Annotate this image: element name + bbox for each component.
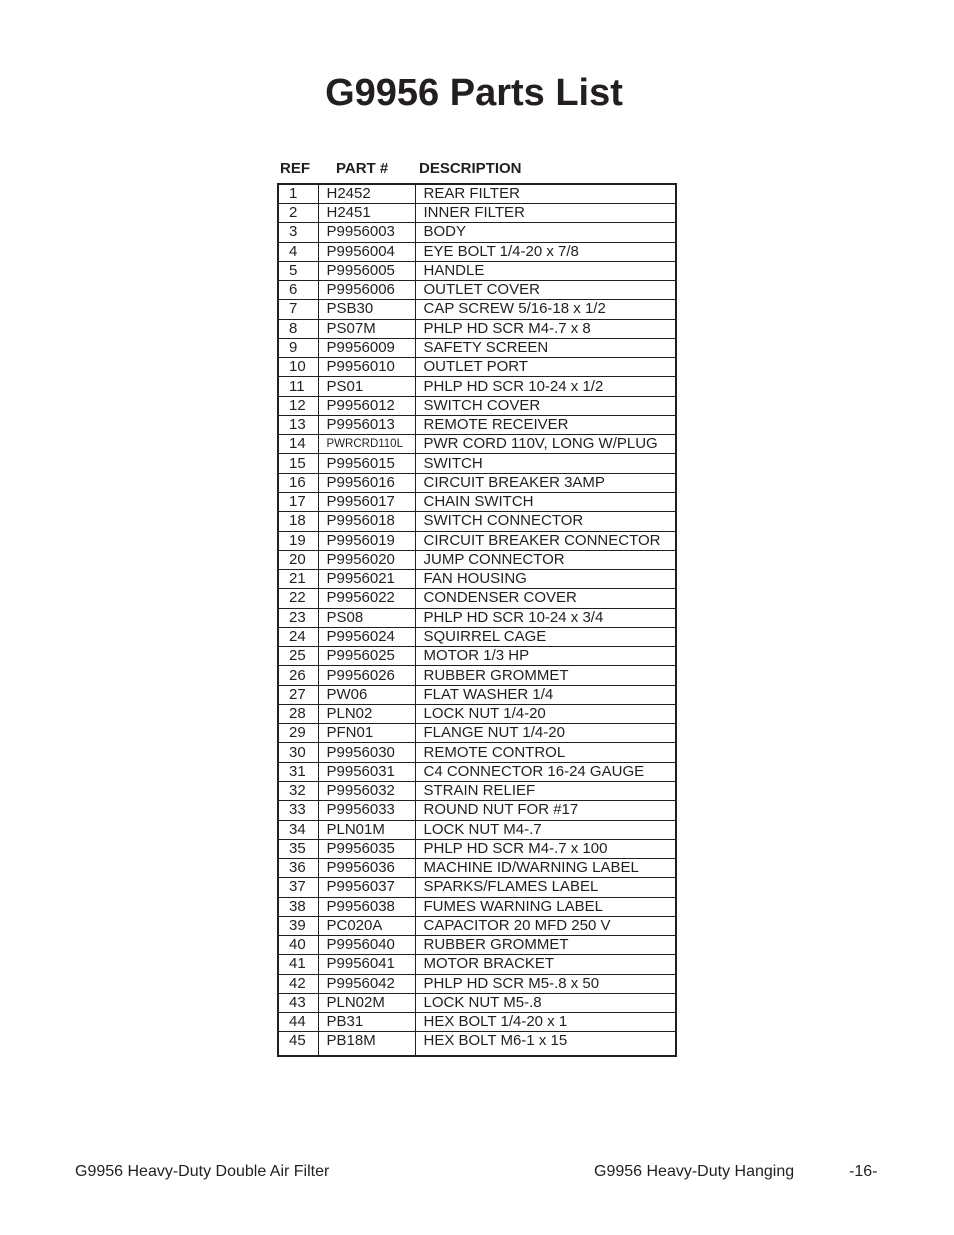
description-cell: JUMP CONNECTOR — [415, 550, 676, 569]
part-number-cell: P9956037 — [318, 878, 415, 897]
page-number: -16- — [849, 1163, 878, 1180]
table-row — [278, 820, 676, 839]
description-cell: SWITCH COVER — [415, 396, 676, 415]
part-number-cell: PS01 — [318, 377, 415, 396]
ref-cell: 38 — [278, 897, 318, 916]
ref-cell: 45 — [278, 1032, 318, 1056]
ref-cell: 9 — [278, 338, 318, 357]
description-cell: LOCK NUT M5-.8 — [415, 993, 676, 1012]
table-row — [278, 1032, 676, 1056]
page-title: G9956 Parts List — [325, 72, 623, 114]
part-number-cell: P9956020 — [318, 550, 415, 569]
description-cell: OUTLET PORT — [415, 358, 676, 377]
ref-cell: 18 — [278, 512, 318, 531]
table-row — [278, 878, 676, 897]
description-cell: REMOTE CONTROL — [415, 743, 676, 762]
table-row — [278, 396, 676, 415]
ref-cell: 30 — [278, 743, 318, 762]
table-row — [278, 550, 676, 569]
ref-cell: 1 — [278, 184, 318, 204]
description-cell: STRAIN RELIEF — [415, 781, 676, 800]
table-row — [278, 358, 676, 377]
description-cell: MOTOR BRACKET — [415, 955, 676, 974]
ref-cell: 7 — [278, 300, 318, 319]
table-row — [278, 859, 676, 878]
table-row — [278, 801, 676, 820]
table-row — [278, 916, 676, 935]
ref-cell: 15 — [278, 454, 318, 473]
description-cell: FLANGE NUT 1/4-20 — [415, 724, 676, 743]
part-number-cell: PLN02 — [318, 704, 415, 723]
description-cell: FAN HOUSING — [415, 570, 676, 589]
ref-cell: 33 — [278, 801, 318, 820]
parts-table — [277, 183, 677, 1057]
ref-cell: 32 — [278, 781, 318, 800]
description-cell: SQUIRREL CAGE — [415, 627, 676, 646]
ref-cell: 3 — [278, 223, 318, 242]
part-number-cell: P9956033 — [318, 801, 415, 820]
part-number-cell: P9956024 — [318, 627, 415, 646]
description-cell: OUTLET COVER — [415, 281, 676, 300]
description-cell: MACHINE ID/WARNING LABEL — [415, 859, 676, 878]
ref-cell: 8 — [278, 319, 318, 338]
description-cell: PHLP HD SCR 10-24 x 3/4 — [415, 608, 676, 627]
part-number-cell: P9956013 — [318, 415, 415, 434]
part-number-cell: P9956019 — [318, 531, 415, 550]
table-row — [278, 319, 676, 338]
ref-cell: 44 — [278, 1013, 318, 1032]
column-header-part: PART # — [336, 160, 389, 177]
part-number-cell: P9956022 — [318, 589, 415, 608]
footer-right-title: G9956 Heavy-Duty Hanging — [594, 1163, 795, 1180]
ref-cell: 16 — [278, 473, 318, 492]
ref-cell: 27 — [278, 685, 318, 704]
part-number-cell: P9956031 — [318, 762, 415, 781]
table-row — [278, 512, 676, 531]
part-number-cell: P9956021 — [318, 570, 415, 589]
description-cell: RUBBER GROMMET — [415, 936, 676, 955]
table-row — [278, 955, 676, 974]
part-number-cell: PW06 — [318, 685, 415, 704]
part-number-cell: PLN01M — [318, 820, 415, 839]
part-number-cell: PB18M — [318, 1032, 415, 1056]
ref-cell: 19 — [278, 531, 318, 550]
part-number-cell: PC020A — [318, 916, 415, 935]
part-number-cell: P9956035 — [318, 839, 415, 858]
description-cell: BODY — [415, 223, 676, 242]
ref-cell: 35 — [278, 839, 318, 858]
description-cell: PWR CORD 110V, LONG W/PLUG — [415, 435, 676, 454]
table-row — [278, 300, 676, 319]
description-cell: REAR FILTER — [415, 184, 676, 204]
ref-cell: 6 — [278, 281, 318, 300]
footer-left-title: G9956 Heavy-Duty Double Air Filter — [75, 1163, 330, 1180]
description-cell: CIRCUIT BREAKER CONNECTOR — [415, 531, 676, 550]
ref-cell: 24 — [278, 627, 318, 646]
description-cell: CHAIN SWITCH — [415, 492, 676, 511]
description-cell: ROUND NUT FOR #17 — [415, 801, 676, 820]
ref-cell: 4 — [278, 242, 318, 261]
part-number-cell: P9956038 — [318, 897, 415, 916]
part-number-cell: P9956040 — [318, 936, 415, 955]
description-cell: CONDENSER COVER — [415, 589, 676, 608]
description-cell: LOCK NUT 1/4-20 — [415, 704, 676, 723]
column-header-ref: REF — [280, 160, 310, 177]
part-number-cell: P9956042 — [318, 974, 415, 993]
part-number-cell: P9956018 — [318, 512, 415, 531]
part-number-cell: PB31 — [318, 1013, 415, 1032]
parts-table-body — [278, 184, 676, 1056]
description-cell: PHLP HD SCR 10-24 x 1/2 — [415, 377, 676, 396]
ref-cell: 2 — [278, 204, 318, 223]
description-cell: CIRCUIT BREAKER 3AMP — [415, 473, 676, 492]
table-row — [278, 608, 676, 627]
table-row — [278, 647, 676, 666]
table-row — [278, 936, 676, 955]
description-cell: SWITCH — [415, 454, 676, 473]
ref-cell: 10 — [278, 358, 318, 377]
part-number-cell: PS07M — [318, 319, 415, 338]
ref-cell: 41 — [278, 955, 318, 974]
table-row — [278, 377, 676, 396]
description-cell: FLAT WASHER 1/4 — [415, 685, 676, 704]
description-cell: SAFETY SCREEN — [415, 338, 676, 357]
table-row — [278, 724, 676, 743]
ref-cell: 42 — [278, 974, 318, 993]
table-row — [278, 223, 676, 242]
ref-cell: 12 — [278, 396, 318, 415]
table-row — [278, 1013, 676, 1032]
part-number-cell: PS08 — [318, 608, 415, 627]
table-row — [278, 570, 676, 589]
description-cell: PHLP HD SCR M4-.7 x 100 — [415, 839, 676, 858]
part-number-cell: P9956017 — [318, 492, 415, 511]
ref-cell: 17 — [278, 492, 318, 511]
description-cell: HEX BOLT 1/4-20 x 1 — [415, 1013, 676, 1032]
part-number-cell: PFN01 — [318, 724, 415, 743]
part-number-cell: PWRCRD110L — [318, 435, 415, 454]
description-cell: SPARKS/FLAMES LABEL — [415, 878, 676, 897]
part-number-cell: P9956032 — [318, 781, 415, 800]
table-row — [278, 454, 676, 473]
ref-cell: 43 — [278, 993, 318, 1012]
description-cell: PHLP HD SCR M5-.8 x 50 — [415, 974, 676, 993]
ref-cell: 22 — [278, 589, 318, 608]
description-cell: CAPACITOR 20 MFD 250 V — [415, 916, 676, 935]
table-row — [278, 762, 676, 781]
ref-cell: 21 — [278, 570, 318, 589]
part-number-cell: P9956010 — [318, 358, 415, 377]
table-row — [278, 993, 676, 1012]
description-cell: SWITCH CONNECTOR — [415, 512, 676, 531]
part-number-cell: PSB30 — [318, 300, 415, 319]
description-cell: LOCK NUT M4-.7 — [415, 820, 676, 839]
ref-cell: 36 — [278, 859, 318, 878]
part-number-cell: P9956015 — [318, 454, 415, 473]
ref-cell: 34 — [278, 820, 318, 839]
ref-cell: 29 — [278, 724, 318, 743]
part-number-cell: P9956036 — [318, 859, 415, 878]
table-row — [278, 473, 676, 492]
ref-cell: 5 — [278, 261, 318, 280]
ref-cell: 14 — [278, 435, 318, 454]
part-number-cell: P9956006 — [318, 281, 415, 300]
ref-cell: 40 — [278, 936, 318, 955]
table-row — [278, 743, 676, 762]
table-row — [278, 666, 676, 685]
table-row — [278, 685, 676, 704]
table-row — [278, 589, 676, 608]
table-row — [278, 184, 676, 204]
part-number-cell: P9956026 — [318, 666, 415, 685]
ref-cell: 26 — [278, 666, 318, 685]
table-row — [278, 204, 676, 223]
part-number-cell: P9956041 — [318, 955, 415, 974]
part-number-cell: H2451 — [318, 204, 415, 223]
ref-cell: 31 — [278, 762, 318, 781]
description-cell: HANDLE — [415, 261, 676, 280]
description-cell: HEX BOLT M6-1 x 15 — [415, 1032, 676, 1056]
part-number-cell: H2452 — [318, 184, 415, 204]
table-row — [278, 627, 676, 646]
ref-cell: 37 — [278, 878, 318, 897]
table-row — [278, 242, 676, 261]
table-row — [278, 531, 676, 550]
column-header-description: DESCRIPTION — [419, 160, 522, 177]
table-row — [278, 974, 676, 993]
table-row — [278, 415, 676, 434]
description-cell: C4 CONNECTOR 16-24 GAUGE — [415, 762, 676, 781]
ref-cell: 20 — [278, 550, 318, 569]
table-row — [278, 338, 676, 357]
table-row — [278, 781, 676, 800]
description-cell: EYE BOLT 1/4-20 x 7/8 — [415, 242, 676, 261]
description-cell: INNER FILTER — [415, 204, 676, 223]
part-number-cell: P9956005 — [318, 261, 415, 280]
part-number-cell: P9956012 — [318, 396, 415, 415]
table-row — [278, 897, 676, 916]
table-row — [278, 839, 676, 858]
table-row — [278, 435, 676, 454]
table-row — [278, 281, 676, 300]
part-number-cell: P9956003 — [318, 223, 415, 242]
part-number-cell: P9956004 — [318, 242, 415, 261]
ref-cell: 25 — [278, 647, 318, 666]
part-number-cell: PLN02M — [318, 993, 415, 1012]
table-row — [278, 492, 676, 511]
description-cell: PHLP HD SCR M4-.7 x 8 — [415, 319, 676, 338]
part-number-cell: P9956030 — [318, 743, 415, 762]
ref-cell: 23 — [278, 608, 318, 627]
table-row — [278, 261, 676, 280]
ref-cell: 39 — [278, 916, 318, 935]
description-cell: FUMES WARNING LABEL — [415, 897, 676, 916]
part-number-cell: P9956016 — [318, 473, 415, 492]
table-row — [278, 704, 676, 723]
ref-cell: 28 — [278, 704, 318, 723]
part-number-cell: P9956025 — [318, 647, 415, 666]
part-number-cell: P9956009 — [318, 338, 415, 357]
ref-cell: 13 — [278, 415, 318, 434]
description-cell: CAP SCREW 5/16-18 x 1/2 — [415, 300, 676, 319]
description-cell: MOTOR 1/3 HP — [415, 647, 676, 666]
description-cell: REMOTE RECEIVER — [415, 415, 676, 434]
ref-cell: 11 — [278, 377, 318, 396]
description-cell: RUBBER GROMMET — [415, 666, 676, 685]
